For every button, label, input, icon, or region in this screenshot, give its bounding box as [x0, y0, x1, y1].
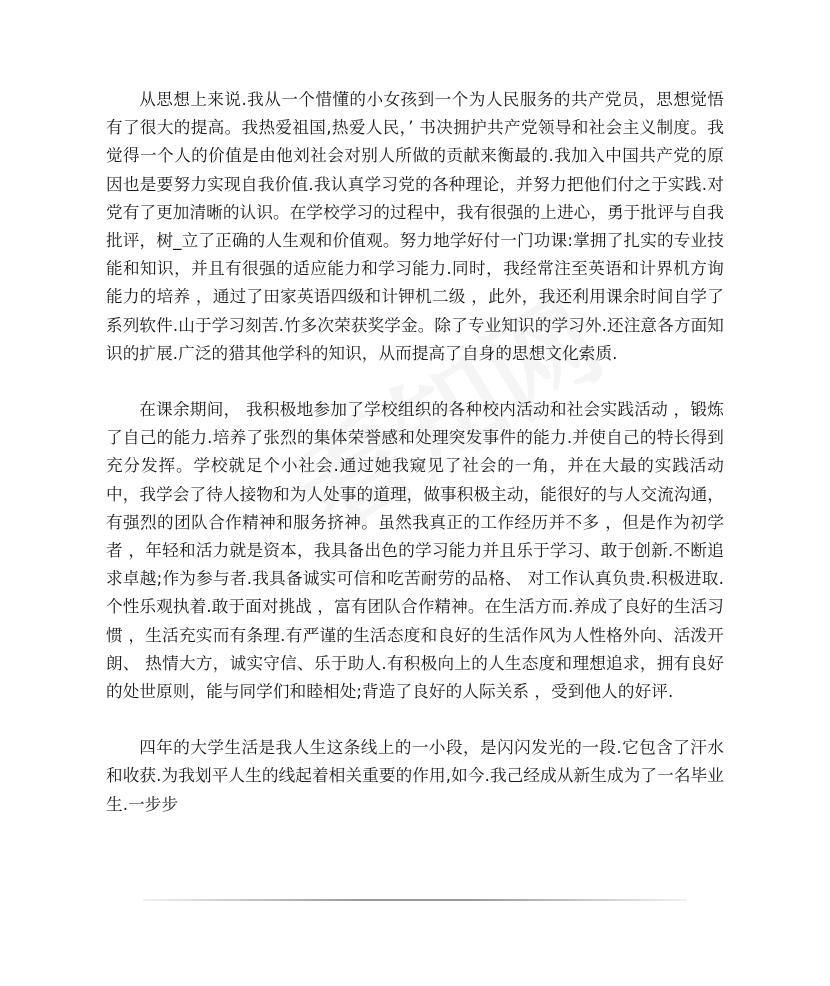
paragraph-activities: 在课余期间， 我积极地参加了学校组织的各种校内活动和社会实践活动 ，锻炼了自己的能力.培养了张烈的集体荣誉感和处理突发事件的能力.并使自己的特长得到充分发挥。学校就足个小社会.通过她我窥见了社会的一角，并在大最的实践活动中，我学会了待人接物和为人处事的道理，做事积极主动，能很好的与人交流沟通，有强烈的团队合作精神和服务挤神。虽然我真正的工作经历并不多 ，但是作为初学者 ，年轻和活力就是资本，我具备出色的学习能力并且乐于学习、敢于创新.不断追求卓越;作为参与者.我具备诚实可信和吃苦耐劳的品格、 对工作认真负贵.积极进取.个性乐观执着.敢于面对挑战 ，富有团队合作精神。在生活方而.养成了良好的生活习惯 ，生活充实而有条理.有严谨的生活态度和良好的生活作风为人性格外向、活泼开朗、 热情大方，诚实守信、乐于助人.有积极向上的人生态度和理想追求，拥有良好的处世原则，能与同学们和睦相处;背造了良好的人际关系 ，受到他人的好评. [106, 400, 724, 702]
footer-divider [143, 899, 687, 901]
paragraph-ideology: 从思想上来说.我从一个惜懂的小女孩到一个为人民服务的共产党员，思想觉悟有了很大的提高。我热爱祖国,热爱人民，’ 书决拥护共产党领导和社会主义制度。我觉得一个人的价值是由他刘社会对别人所做的贡献来衡最的.我加入中国共产党的原因也是要努力实现自我价值.我认真学习党的各种理论，并努力把他们付之于实践.对党有了更加清晰的认识。在学校学习的过程中，我有很强的上进心，勇于批评与自我批评，树_立了正确的人生观和价值观。努力地学好付一门功课:掌拥了扎实的专业技能和知识，并且有很强的适应能力和学习能力.同时，我经常注至英语和计界机方询能力的培养 ，通过了田家英语四级和计钾机二级 ，此外，我还利用课余时间自学了系列软件.山于学习刻苦.竹多次荣获奖学金。除了专业知识的学习外.还注意各方面知识的扩展.广泛的猎其他学科的知识，从而提高了自身的思想文化索质. [106, 90, 724, 363]
document-body [106, 86, 724, 819]
paragraph-university-life: 四年的大学生活是我人生这条线上的一小段，是闪闪发光的一段.它包含了汗水和收获.为我划平人生的线起着相关重要的作用,如今.我己经成从新生成为了一名毕业生.一步步 [106, 738, 724, 814]
